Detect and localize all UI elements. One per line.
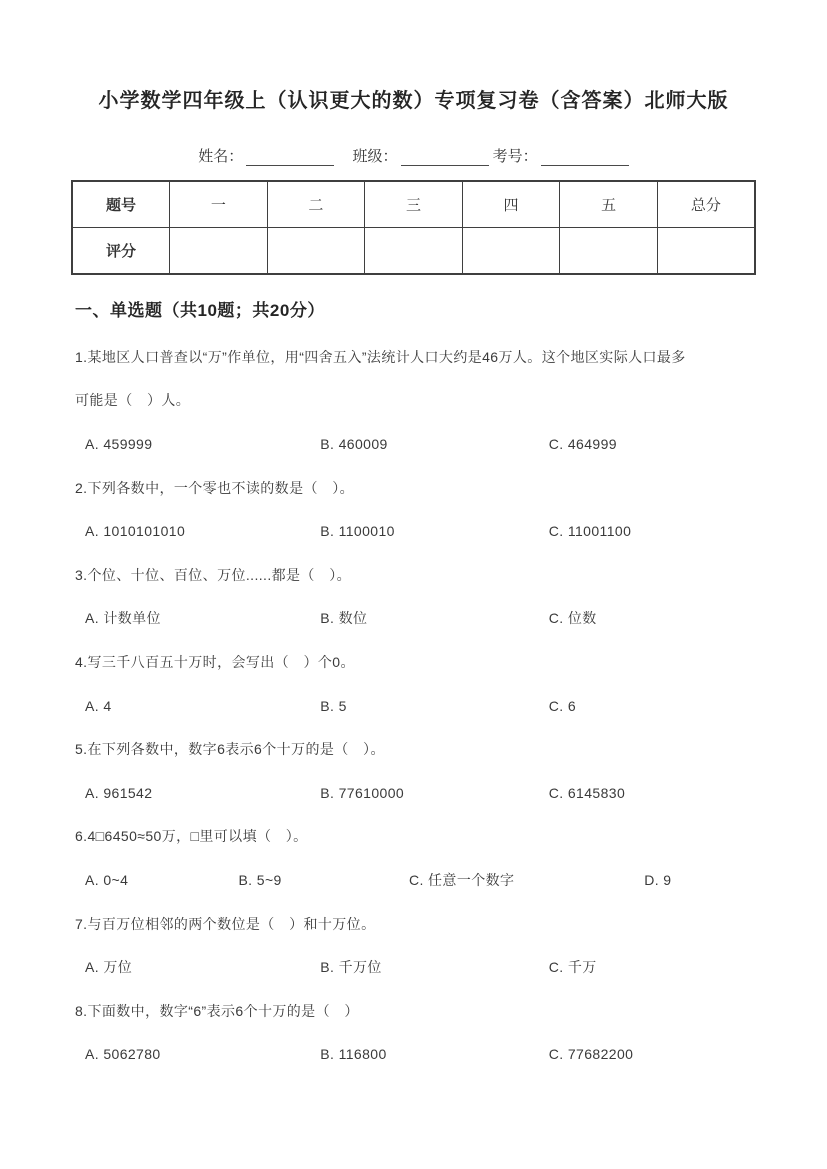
score-table-header-row xyxy=(72,181,755,228)
option-a: A. 961542 xyxy=(85,784,153,801)
options-row xyxy=(75,945,767,989)
exam-no-blank-line xyxy=(541,150,629,166)
options-row xyxy=(75,597,767,641)
question-text: 6.4□6450≈50万，□里可以填（ ）。 xyxy=(75,828,308,845)
score-row-label: 评分 xyxy=(72,228,170,275)
options-row xyxy=(75,509,767,553)
score-cell-empty xyxy=(365,228,463,275)
question-text: 7.与百万位相邻的两个数位是（ ）和十万位。 xyxy=(75,915,376,932)
question-text: 3.个位、十位、百位、万位......都是（ ）。 xyxy=(75,566,352,583)
options-row xyxy=(75,771,767,815)
score-table-score-row xyxy=(72,228,755,275)
option-a: A. 0~4 xyxy=(85,871,129,888)
class-label: 班级： xyxy=(352,148,398,165)
option-c: C. 464999 xyxy=(548,435,617,452)
option-c: C. 11001100 xyxy=(548,523,632,540)
options-row xyxy=(75,422,767,466)
name-label: 姓名： xyxy=(198,148,244,165)
question-3 xyxy=(75,553,767,640)
option-d: D. 9 xyxy=(644,871,672,888)
question-8 xyxy=(75,989,767,1076)
page-title: 小学数学四年级上（认识更大的数）专项复习卷（含答案）北师大版 xyxy=(98,90,729,112)
option-b: B. 千万位 xyxy=(320,959,382,976)
option-c: C. 6 xyxy=(548,697,577,714)
option-b: B. 数位 xyxy=(320,610,368,627)
option-a: A. 459999 xyxy=(85,435,153,452)
score-cell-empty xyxy=(170,228,268,275)
question-1 xyxy=(75,335,767,466)
option-a: A. 万位 xyxy=(85,959,133,976)
option-a: A. 5062780 xyxy=(85,1046,161,1063)
option-b: B. 1100010 xyxy=(320,523,395,540)
questions-list xyxy=(75,335,767,1076)
student-info-line xyxy=(0,145,827,167)
question-6 xyxy=(75,815,767,902)
score-cell-empty xyxy=(267,228,365,275)
question-text-continued: 可能是（ ）人。 xyxy=(75,392,191,409)
question-2 xyxy=(75,466,767,553)
option-a: A. 计数单位 xyxy=(85,610,161,627)
score-table xyxy=(71,180,756,275)
option-b: B. 77610000 xyxy=(320,784,405,801)
option-b: B. 5 xyxy=(320,697,347,714)
question-5 xyxy=(75,727,767,814)
option-b: B. 5~9 xyxy=(238,871,282,888)
score-table-cell-5: 五 xyxy=(560,181,658,228)
options-row xyxy=(75,1033,767,1077)
option-a: A. 4 xyxy=(85,697,112,714)
options-row xyxy=(75,684,767,728)
score-cell-empty xyxy=(657,228,755,275)
section-heading: 一、单选题（共10题；共20分） xyxy=(75,301,325,320)
name-blank-line xyxy=(246,150,334,166)
score-table-cell-3: 三 xyxy=(365,181,463,228)
question-text: 8.下面数中，数字“6”表示6个十万的是（ ） xyxy=(75,1002,359,1019)
option-c: C. 任意一个数字 xyxy=(408,871,515,888)
option-c: C. 77682200 xyxy=(548,1046,634,1063)
question-4 xyxy=(75,640,767,727)
question-text: 4.写三千八百五十万时，会写出（ ）个0。 xyxy=(75,653,355,670)
class-blank-line xyxy=(401,150,489,166)
score-table-cell-4: 四 xyxy=(462,181,560,228)
score-table-cell-2: 二 xyxy=(267,181,365,228)
question-text: 1.某地区人口普查以“万”作单位，用“四舍五入”法统计人口大约是46万人。这个地区实际人口最多 xyxy=(75,348,686,365)
score-table-cell-total: 总分 xyxy=(657,181,755,228)
score-cell-empty xyxy=(560,228,658,275)
question-text: 2.下列各数中，一个零也不读的数是（ ）。 xyxy=(75,479,355,496)
score-table-cell-question-number: 题号 xyxy=(72,181,170,228)
option-c: C. 千万 xyxy=(548,959,597,976)
option-a: A. 1010101010 xyxy=(85,523,186,540)
score-table-cell-1: 一 xyxy=(170,181,268,228)
option-b: B. 460009 xyxy=(320,435,388,452)
score-cell-empty xyxy=(462,228,560,275)
option-c: C. 6145830 xyxy=(548,784,626,801)
options-row xyxy=(75,858,767,902)
question-7 xyxy=(75,902,767,989)
option-b: B. 116800 xyxy=(320,1046,387,1063)
exam-no-label: 考号： xyxy=(492,148,538,165)
option-c: C. 位数 xyxy=(548,610,597,627)
question-text: 5.在下列各数中，数字6表示6个十万的是（ ）。 xyxy=(75,741,385,758)
